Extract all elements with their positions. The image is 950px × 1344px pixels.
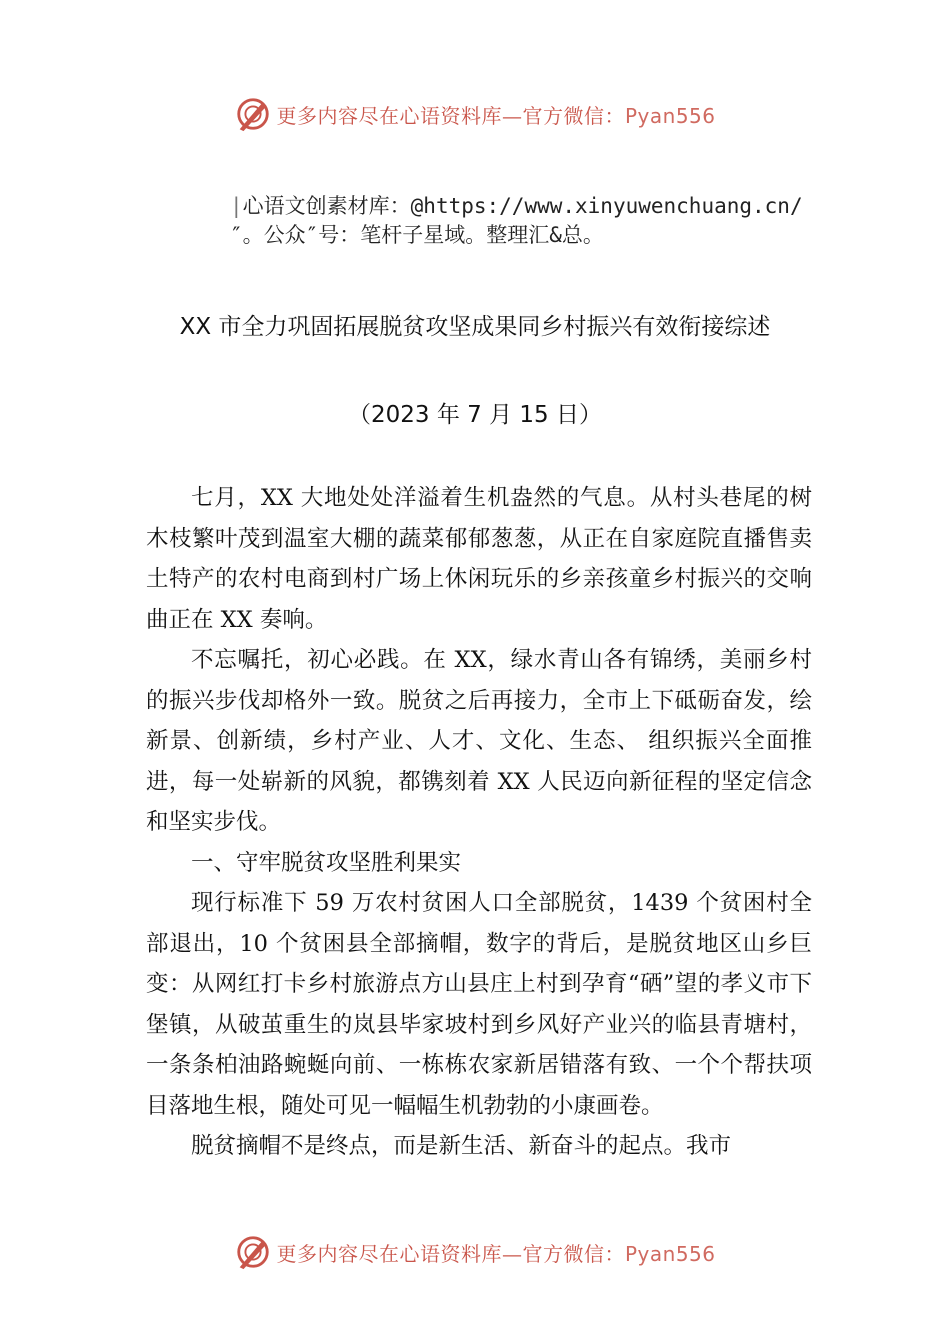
document-title: XX 市全力巩固拓展脱贫攻坚成果同乡村振兴有效衔接综述 [179,314,771,340]
section-heading: 一、守牢脱贫攻坚胜利果实 [191,849,462,876]
pen-logo-icon [234,1233,272,1271]
document-body [146,478,812,1167]
paragraph: 脱贫摘帽不是终点，而是新生活、新奋斗的起点。我市 [191,1133,732,1159]
paragraph: 七月，XX 大地处处洋溢着生机盎然的气息。从村头巷尾的树木枝繁叶茂到温室大棚的蔬菜郁郁葱葱，从正在自家庭院直播售卖土特产的农村电商到村广场上休闲玩乐的乡亲孩童乡村振兴的交响曲正在 XX 奏响。 [146,485,812,633]
paragraph: 不忘嘱托，初心必践。在 XX，绿水青山各有锦绣，美丽乡村的振兴步伐却格外一致。脱贫之后再接力，全市上下砥砺奋发，绘新景、创新绩，乡村产业、人才、文化、生态、 组织振兴全面推进，每一处崭新的风貌，都镌刻着 XX 人民迈向新征程的坚定信念和坚实步伐。 [146,647,812,835]
banner-text: 更多内容尽在心语资料库—官方微信：Pyan556 [276,103,716,128]
paragraph: 现行标准下 59 万农村贫困人口全部脱贫，1439 个贫困村全部退出，10 个贫困县全部摘帽，数字的背后，是脱贫地区山乡巨变：从网红打卡乡村旅游点方山县庄上村到孕育“硒”望的孝义市下堡镇，从破茧重生的岚县毕家坡村到乡风好产业兴的临县青塘村，一条条柏油路蜿蜒向前、一栋栋农家新居错落有致、一个个帮扶项目落地生根，随处可见一幅幅生机勃勃的小康画卷。 [146,890,812,1119]
header-banner [0,94,950,134]
source-note: |心语文创素材库：@https://www.xinyuwenchuang.cn/″。公众″号：笔杆子星域。整理汇&总。 [230,194,803,247]
footer-banner [0,1232,950,1272]
text-cursor-icon: | [230,194,243,218]
banner-text: 更多内容尽在心语资料库—官方微信：Pyan556 [276,1241,716,1266]
pen-logo-icon [234,95,272,133]
document-date: （2023 年 7 月 15 日） [348,402,602,428]
